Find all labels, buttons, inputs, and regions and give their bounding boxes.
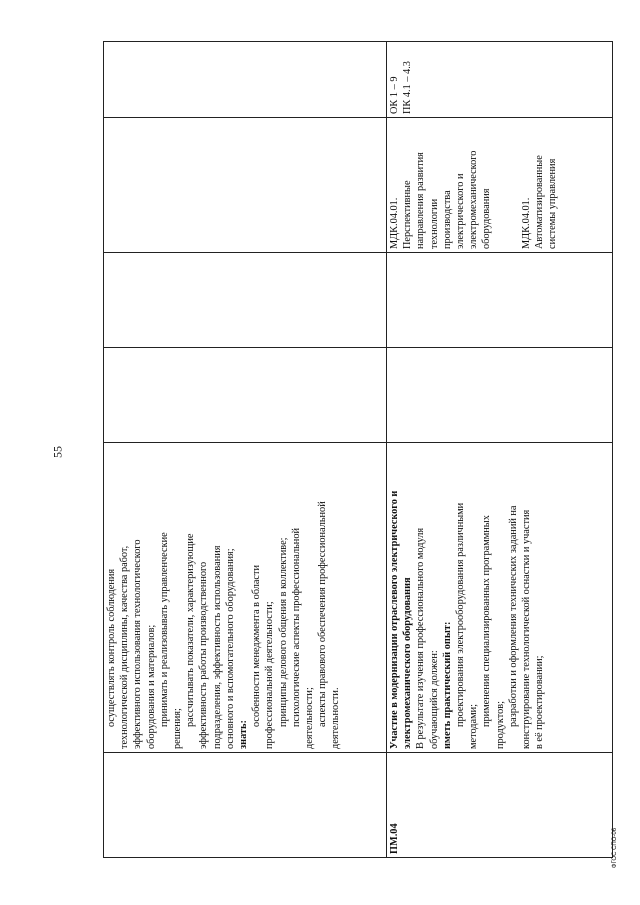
- text-line: оборудования: [481, 188, 493, 249]
- index-cell: [104, 753, 387, 858]
- text-line: профессиональной деятельности;: [264, 601, 276, 749]
- text-line: обучающийся должен:: [428, 650, 440, 749]
- text-line: иметь практический опыт:: [441, 621, 453, 749]
- text-line: в её проектировании;: [534, 655, 546, 749]
- page-number: 55: [50, 446, 65, 458]
- text-line: В результате изучения профессионального модуля: [415, 527, 427, 749]
- text-line: основного и вспомогательного оборудования;: [224, 548, 236, 749]
- module-content-cell: [387, 443, 613, 753]
- mdk-cell: [387, 118, 613, 253]
- text-line: принимать и реализовывать управленческие: [158, 532, 170, 727]
- empty-cell: [104, 253, 387, 348]
- module-code-cell: [387, 753, 613, 858]
- mdk-code: МДК.04.01.: [520, 197, 532, 249]
- text-line: конструирование технологической оснастки и участия: [521, 509, 533, 749]
- text-line: технологии: [428, 198, 440, 249]
- text-line: принципы делового общения в коллективе;: [277, 537, 289, 727]
- table-row: [104, 42, 387, 858]
- text-line: деятельности.: [330, 687, 342, 749]
- text-line: производства: [441, 190, 453, 249]
- text-line: эффективность работы производственного: [198, 561, 210, 749]
- module-title: Участие в модернизации отраслевого электрического и электромеханического оборудования: [389, 490, 414, 749]
- text-line: эффективного использования технологического: [132, 539, 144, 749]
- text-line: электрического и: [455, 173, 467, 249]
- text-line: Перспективные: [402, 180, 414, 249]
- text-line: знать:: [238, 720, 250, 749]
- empty-cell: [387, 253, 613, 348]
- footer-code: ФГОС СПО-06: [612, 827, 618, 869]
- competency-cell: [387, 42, 613, 118]
- text-line: осуществлять контроль соблюдения: [106, 568, 117, 727]
- knowledge-lines: [105, 446, 343, 749]
- text-line: методами;: [468, 704, 480, 749]
- text-line: подразделения, эффективность использования: [211, 545, 223, 749]
- professional-competencies: ПК 4.1 – 4.3: [402, 61, 414, 114]
- module-content-lines: [414, 446, 546, 749]
- text-line: применения специализированных программных: [481, 515, 493, 727]
- text-line: Автоматизированные: [533, 155, 545, 249]
- text-line: решения;: [172, 708, 184, 749]
- text-line: технологической дисциплины, качества работ,: [119, 545, 131, 749]
- mdk-title: [533, 121, 559, 249]
- curriculum-table: [103, 41, 613, 858]
- text-line: оборудования и материалов;: [145, 624, 157, 749]
- table-row: [387, 42, 613, 858]
- text-line: направления развития: [415, 152, 427, 249]
- knowledge-cell: [104, 443, 387, 753]
- mdk-cell: [104, 118, 387, 253]
- text-line: продуктов;: [494, 701, 506, 749]
- rotated-table-container: [103, 42, 612, 858]
- mdk-title: [401, 121, 493, 249]
- empty-cell: [387, 348, 613, 443]
- empty-cell: [104, 348, 387, 443]
- text-line: рассчитывать показатели, характеризующие: [185, 533, 197, 727]
- text-line: электромеханического: [468, 150, 480, 249]
- text-line: разработки и оформления технических заданий на: [507, 505, 519, 727]
- text-line: системы управления: [547, 158, 559, 249]
- text-line: проектирования электрооборудования различными: [455, 502, 467, 727]
- mdk-code: МДК.04.01.: [389, 197, 400, 249]
- text-line: аспекты правового обеспечения профессиональной: [317, 501, 329, 727]
- competency-cell: [104, 42, 387, 118]
- general-competencies: ОК 1 – 9: [389, 76, 400, 114]
- text-line: психологические аспекты профессиональной: [290, 528, 302, 727]
- text-line: деятельности;: [304, 687, 316, 749]
- module-code: ПМ.04: [389, 823, 400, 854]
- text-line: особенности менеджмента в области: [251, 565, 263, 727]
